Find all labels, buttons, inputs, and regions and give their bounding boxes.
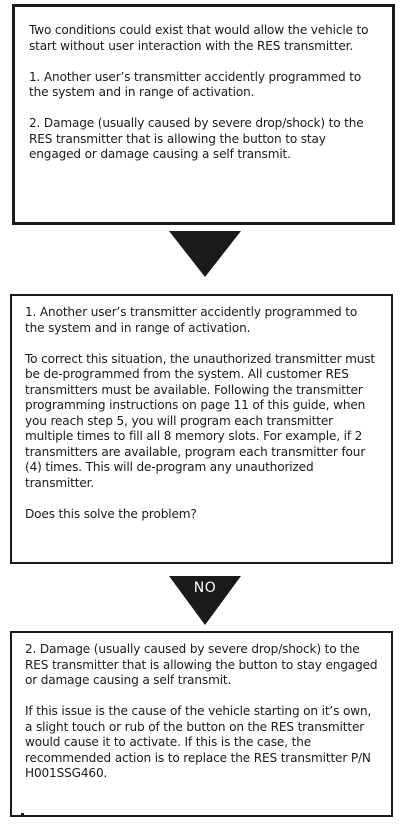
condition-1-question: Does this solve the problem? bbox=[25, 506, 197, 521]
conditions-intro: Two conditions could exist that would allow the vehicle to start without user interaction with the RES transmitter. bbox=[29, 23, 369, 53]
condition-item-2: 2. Damage (usually caused by severe drop/shock) to the RES transmitter that is allowing the button to stay engaged or damage causing a self transmit. bbox=[29, 116, 364, 161]
condition-1-heading: 1. Another user’s transmitter accidently programmed to the system and in range of activation. bbox=[25, 305, 358, 335]
condition-2-box bbox=[10, 631, 393, 817]
no-label: NO bbox=[193, 580, 217, 596]
condition-item-1: 1. Another user’s transmitter accidently programmed to the system and in range of activation. bbox=[29, 69, 362, 99]
stray-mark bbox=[21, 813, 24, 815]
conditions-box bbox=[12, 4, 395, 225]
down-arrow-icon bbox=[169, 231, 241, 277]
condition-1-box bbox=[10, 294, 393, 564]
condition-1-instructions: To correct this situation, the unauthorized transmitter must be de-programmed from the system. All customer RES transmitters must be available. Following the transmitter programming instructions on page 11 of this guide, when you reach step 5, you will program each transmitter multiple times to fill all 8 memory slots. For example, if 2 transmitters are available, program each transmitter four (4) times. This will de-program any unauthorized transmitter. bbox=[25, 351, 376, 490]
condition-2-action: If this issue is the cause of the vehicle starting on it’s own, a slight touch or rub of the button on the RES transmitter would cause it to activate. If this is the case, the recommended action is to replace the RES transmitter P/N H001SSG460. bbox=[25, 704, 372, 780]
condition-2-heading: 2. Damage (usually caused by severe drop/shock) to the RES transmitter that is allowing the button to stay engaged or damage causing a self transmit. bbox=[25, 642, 378, 687]
